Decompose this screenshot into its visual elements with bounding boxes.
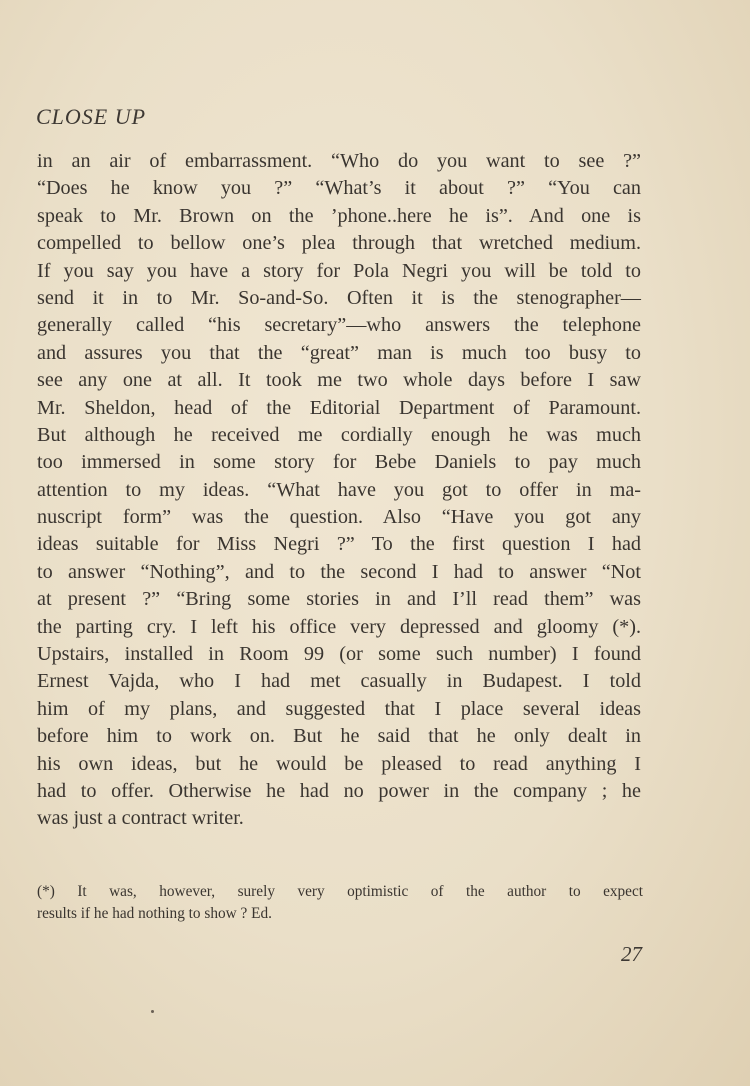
body-line: compelled to bellow one’s plea through that wretched medium. bbox=[37, 232, 641, 255]
body-line: nuscript form” was the question. Also “Have you got any bbox=[37, 506, 641, 529]
body-line: ideas suitable for Miss Negri ?” To the first question I had bbox=[37, 533, 641, 556]
body-line: attention to my ideas. “What have you got to offer in ma- bbox=[37, 478, 641, 501]
body-line: Ernest Vajda, who I had met casually in Budapest. I told bbox=[37, 670, 641, 693]
body-line: at present ?” “Bring some stories in and I’ll read them” was bbox=[37, 588, 641, 611]
body-line: But although he received me cordially enough he was much bbox=[37, 423, 641, 446]
body-line: his own ideas, but he would be pleased to read anything I bbox=[37, 752, 641, 775]
body-line: in an air of embarrassment. “Who do you want to see ?” bbox=[37, 150, 641, 172]
body-line: to answer “Nothing”, and to the second I had to answer “Not bbox=[37, 560, 641, 583]
body-line: the parting cry. I left his office very depressed and gloomy (*). bbox=[37, 615, 641, 638]
body-line: was just a contract writer. bbox=[37, 807, 244, 830]
body-text bbox=[37, 148, 641, 833]
body-line: too immersed in some story for Bebe Daniels to pay much bbox=[37, 451, 641, 474]
body-line: Mr. Sheldon, head of the Editorial Department of Paramount. bbox=[37, 396, 641, 419]
footnote bbox=[37, 881, 643, 925]
print-speck bbox=[151, 1010, 154, 1013]
body-line: If you say you have a story for Pola Negri you will be told to bbox=[37, 259, 641, 282]
body-line: him of my plans, and suggested that I place several ideas bbox=[37, 697, 641, 720]
footnote-line: results if he had nothing to show ? Ed. bbox=[37, 905, 272, 922]
body-line: see any one at all. It took me two whole days before I saw bbox=[37, 369, 641, 392]
body-line: Upstairs, installed in Room 99 (or some such number) I found bbox=[37, 643, 641, 666]
page-number: 27 bbox=[621, 942, 642, 966]
body-line: had to offer. Otherwise he had no power in the company ; he bbox=[37, 779, 641, 802]
body-line: before him to work on. But he said that he only dealt in bbox=[37, 725, 641, 748]
body-line: “Does he know you ?” “What’s it about ?” “You can bbox=[37, 177, 641, 200]
body-line: and assures you that the “great” man is much too busy to bbox=[37, 341, 641, 364]
running-head: CLOSE UP bbox=[36, 104, 147, 129]
body-line: generally called “his secretary”—who answers the telephone bbox=[37, 314, 641, 337]
body-line: speak to Mr. Brown on the ’phone..here he is”. And one is bbox=[37, 204, 641, 227]
body-line: send it in to Mr. So-and-So. Often it is the stenographer— bbox=[37, 286, 641, 309]
footnote-line: (*) It was, however, surely very optimistic of the author to expect bbox=[37, 883, 643, 900]
